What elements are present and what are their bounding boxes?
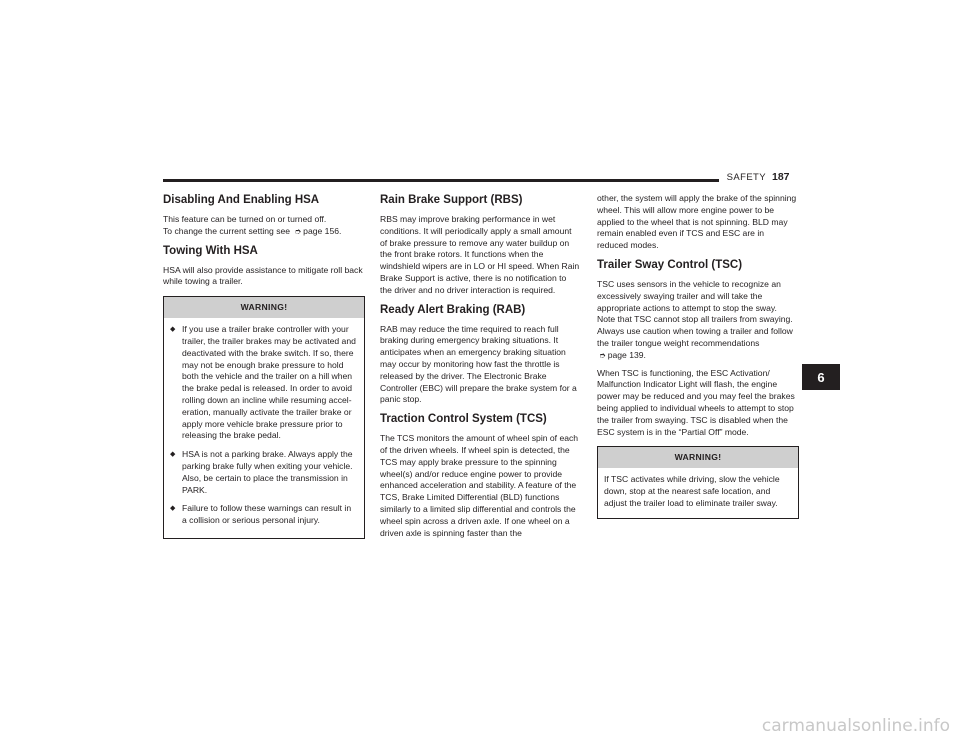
paragraph-bld-continued: other, the system will apply the brake of the spinning wheel. This will allow more engine power to be applied to the wheel that is not spinning. BLD may remain enabled even if TCS and ESC are in reduced modes. [597, 193, 797, 251]
warning-body [164, 318, 364, 538]
text-line: This feature can be turned on or turned off. [163, 214, 327, 224]
heading-rain-brake-support: Rain Brake Support (RBS) [380, 194, 523, 206]
warning-item [170, 324, 358, 442]
paragraph-tcs: The TCS monitors the amount of wheel spin of each of the driven wheels. If wheel spin is detected, the TCS may apply brake pressure to the spinning wheel(s) and/or reduce engine power to provide enhanced acceleration and stability. A feature of the TCS, Brake Limited Differential (BLD) functions similarly to a limited slip differential and controls the wheel spin across a driven axle. If one wheel on a driven axle is spinning faster than the [380, 433, 579, 538]
bullet-diamond-icon: ◆ [170, 451, 176, 459]
column-left [163, 193, 363, 539]
warning-item-text: Failure to follow these warnings can result in a collision or serious personal injury. [182, 503, 352, 526]
paragraph-rbs: RBS may improve braking performance in wet conditions. It will periodically apply a small amount of brake pressure to remove any water buildup on the front brake rotors. It functions when the windshield wipers are in LO or HI speed. When Rain Brake Support is active, there is no notification to the driver and no driver interaction is required. [380, 214, 580, 295]
warning-item-text: HSA is not a parking brake. Always apply the parking brake fully when exiting your vehicle. Also, be certain to place the transmission in PARK. [182, 449, 353, 495]
heading-traction-control-system: Traction Control System (TCS) [380, 413, 547, 426]
heading-trailer-sway-control: Trailer Sway Control (TSC) [597, 258, 743, 271]
heading-towing-with-hsa: Towing With HSA [163, 244, 258, 257]
heading-disabling-enabling-hsa: Disabling And Enabling HSA [163, 194, 320, 206]
warning-title: WARNING! [164, 297, 364, 318]
column-middle [380, 193, 580, 545]
warning-text: If TSC activates while driving, slow the vehicle down, stop at the nearest safe location, and adjust the trailer load to eliminate trailer sway. [604, 474, 780, 508]
warning-item [170, 503, 358, 527]
warning-box [163, 296, 365, 539]
bullet-diamond-icon: ◆ [170, 326, 176, 334]
page-ref-arrow-icon: ➮ [599, 350, 606, 360]
paragraph-towing-hsa: HSA will also provide assistance to mitigate roll back while towing a trailer. [163, 264, 363, 287]
warning-item-text: If you use a trailer brake controller with your trailer, the trailer brakes may be activated and deactivated with the brake switch. If so, there may not be enough brake pressure to hold both the vehicle and the trailer on a hill when the brake pedal is released. In order to avoid rolling down an incline while resuming accel-eration, manually activate the trailer brake or apply more vehicle brake pressure prior to releasing the brake pedal. [182, 324, 356, 441]
paragraph-tsc-text: TSC uses sensors in the vehicle to recognize an excessively swaying trailer and will take the appropriate actions to attempt to stop the sway. Note that TSC cannot stop all trailers from swaying. Always use caution when towing a trailer and follow the trailer tongue weight recommendations [597, 278, 793, 348]
watermark-text: carmanualsonline.info [761, 716, 950, 736]
page-reference-link[interactable]: page 156. [303, 225, 342, 236]
text-line: To change the current setting see [163, 225, 291, 236]
paragraph-tsc-functioning: When TSC is functioning, the ESC Activation/ Malfunction Indicator Light will flash, the engine power may be reduced and you may feel the brakes being applied to individual wheels to attempt to stop the trailer from swaying. TSC is disabled when the ESC system is in the “Partial Off” mode. [597, 367, 795, 437]
paragraph-hsa-setting [163, 214, 363, 238]
column-right [597, 193, 797, 519]
warning-title: WARNING! [598, 447, 798, 468]
heading-ready-alert-braking: Ready Alert Braking (RAB) [380, 303, 526, 316]
page-reference-link[interactable]: page 139. [607, 349, 646, 360]
header-section-title: SAFETY [726, 172, 766, 183]
paragraph-rab: RAB may reduce the time required to reach full braking during emergency braking situations. It anticipates when an emergency braking situation may occur by monitoring how fast the throttle is released by the driver. The Electronic Brake Controller (EBC) will prepare the brake system for a panic stop. [380, 323, 577, 405]
bullet-diamond-icon: ◆ [170, 505, 176, 513]
header-rule [163, 179, 719, 182]
warning-body [598, 468, 798, 517]
header-page-number: 187 [772, 171, 790, 183]
page-ref-arrow-icon: ➮ [294, 226, 302, 236]
warning-item [170, 449, 358, 496]
warning-box [597, 446, 799, 518]
warning-list [170, 324, 358, 527]
paragraph-tsc [597, 279, 797, 362]
chapter-tab: 6 [802, 364, 840, 390]
